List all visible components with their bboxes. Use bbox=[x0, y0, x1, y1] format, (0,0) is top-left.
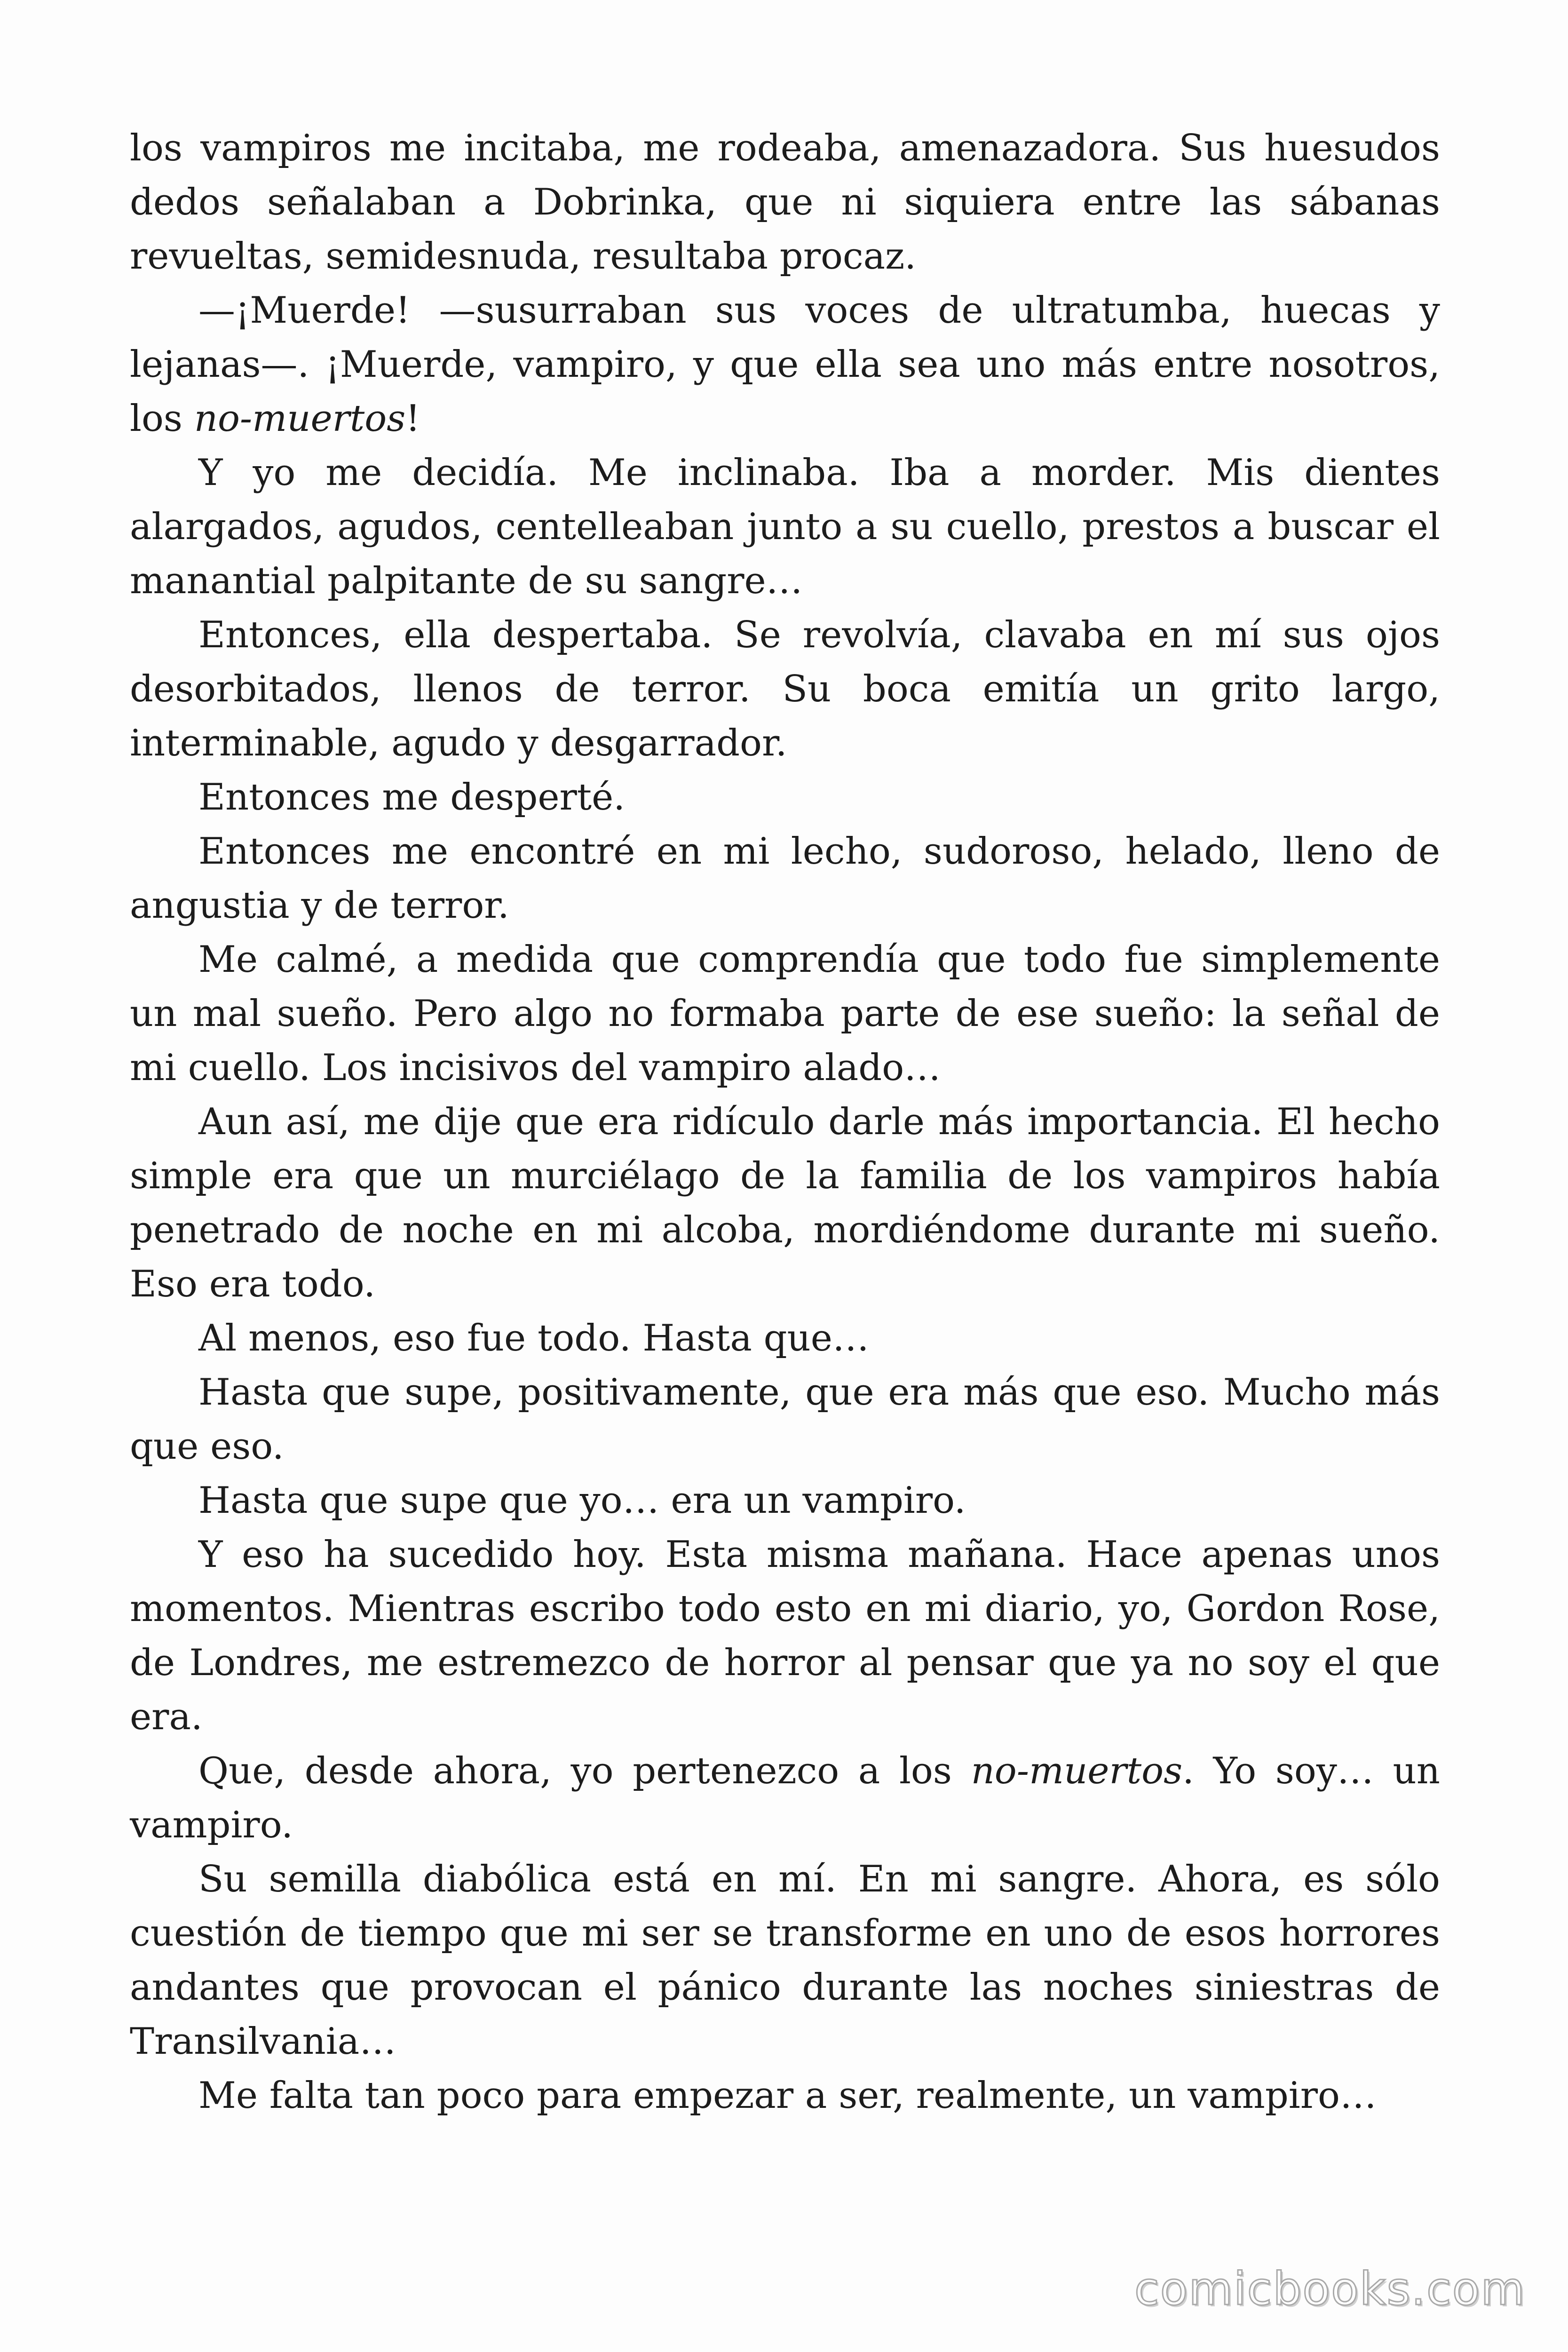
paragraph: Y eso ha sucedido hoy. Esta misma mañana. Hace apenas unos momentos. Mientras escribo todo esto en mi diario, yo, Gordon Rose, de Londres, me estremezco de horror al pensar que ya no soy el que era. bbox=[130, 1534, 1440, 1738]
paragraph: Y yo me decidía. Me inclinaba. Iba a morder. Mis dientes alargados, agudos, centelleaban junto a su cuello, prestos a buscar el manantial palpitante de su sangre… bbox=[130, 452, 1440, 602]
paragraph: Entonces me encontré en mi lecho, sudoroso, helado, lleno de angustia y de terror. bbox=[130, 830, 1440, 927]
paragraph: Su semilla diabólica está en mí. En mi sangre. Ahora, es sólo cuestión de tiempo que mi ser se transforme en uno de esos horrores andantes que provocan el pánico durante las noches siniestras de Transilvania… bbox=[130, 1858, 1440, 2063]
paragraph: Me falta tan poco para empezar a ser, realmente, un vampiro… bbox=[198, 2074, 1377, 2117]
italic-term: no-muertos bbox=[194, 397, 406, 440]
italic-term: no-muertos bbox=[971, 1750, 1183, 1792]
paragraph: los vampiros me incitaba, me rodeaba, amenazadora. Sus huesudos dedos señalaban a Dobrinka, que ni siquiera entre las sábanas revueltas, semidesnuda, resultaba procaz. bbox=[130, 127, 1440, 278]
paragraph: Entonces me desperté. bbox=[198, 776, 626, 818]
paragraph: Aun así, me dije que era ridículo darle más importancia. El hecho simple era que un murciélago de la familia de los vampiros había penetrado de noche en mi alcoba, mordiéndome durante mi sueño. Eso era todo. bbox=[130, 1101, 1440, 1305]
watermark-logo: comicbooks.com bbox=[1134, 2263, 1526, 2315]
body-text bbox=[130, 121, 1440, 2123]
paragraph: Me calmé, a medida que comprendía que todo fue simplemente un mal sueño. Pero algo no formaba parte de ese sueño: la señal de mi cuello. Los incisivos del vampiro alado… bbox=[130, 938, 1440, 1089]
paragraph: Hasta que supe, positivamente, que era más que eso. Mucho más que eso. bbox=[130, 1371, 1440, 1468]
paragraph: Entonces, ella despertaba. Se revolvía, clavaba en mí sus ojos desorbitados, llenos de terror. Su boca emitía un grito largo, interminable, agudo y desgarrador. bbox=[130, 614, 1440, 764]
paragraph: Hasta que supe que yo… era un vampiro. bbox=[198, 1479, 966, 1522]
paragraph: —¡Muerde! —susurraban sus voces de ultratumba, huecas y lejanas—. ¡Muerde, vampiro, y que ella sea uno más entre nosotros, los no-muertos! bbox=[130, 289, 1440, 440]
paragraph: Al menos, eso fue todo. Hasta que… bbox=[198, 1317, 869, 1359]
paragraph: Que, desde ahora, yo pertenezco a los no-muertos. Yo soy… un vampiro. bbox=[130, 1750, 1440, 1846]
